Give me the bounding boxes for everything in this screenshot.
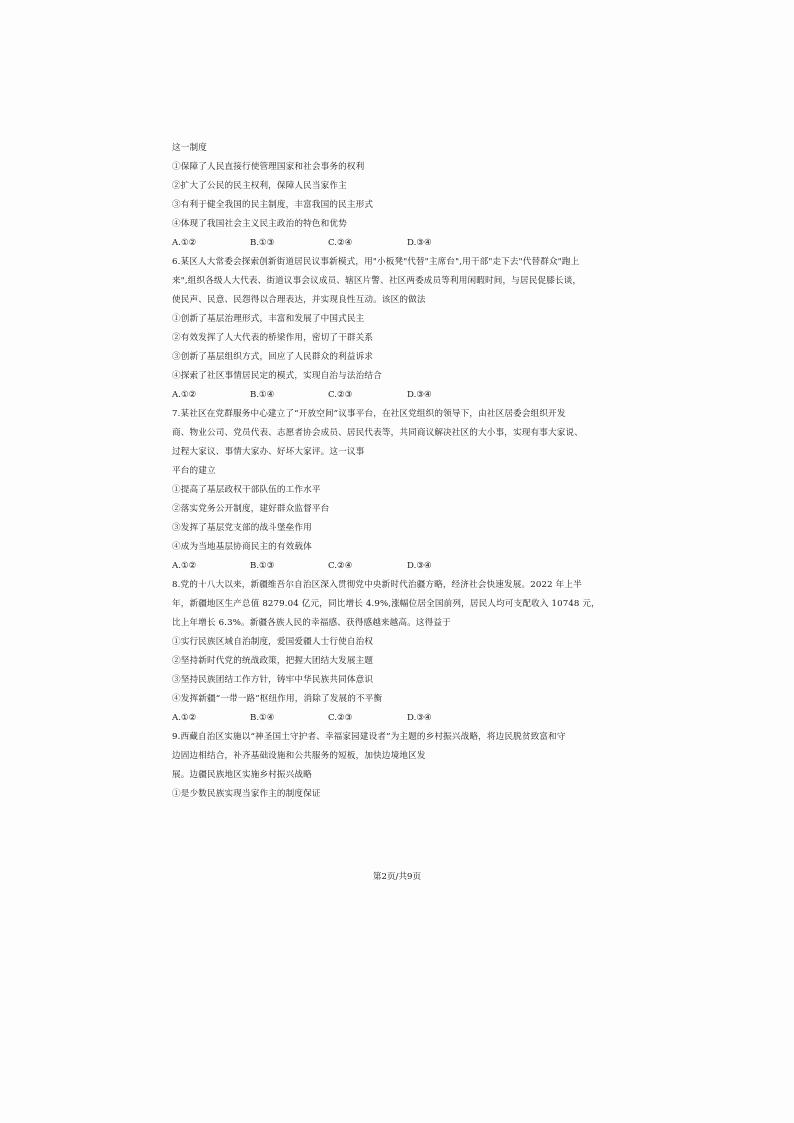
option-b: B.①④ <box>250 390 275 400</box>
text-line: ①提高了基层政权干部队伍的工作水平 <box>172 485 321 495</box>
option-b: B.①④ <box>250 713 275 723</box>
option-d: D.③④ <box>407 390 432 400</box>
text-line: ④探索了社区事情居民定的模式，实现自治与法治结合 <box>172 371 382 381</box>
text-line: ④体现了我国社会主义民主政治的特色和优势 <box>172 219 347 229</box>
text-line: 过程大家议、事情大家办、好坏大家评。这一议事 <box>172 447 365 457</box>
option-c: C.②③ <box>328 713 353 723</box>
text-line: ①创新了基层治理形式，丰富和发展了中国式民主 <box>172 314 365 324</box>
option-d: D.③④ <box>407 238 432 248</box>
text-line: ①是少数民族实现当家作主的制度保证 <box>172 789 321 799</box>
option-a: A.①② <box>172 561 197 571</box>
text-line: 比上年增长 6.3%。新疆各族人民的幸福感、获得感越来越高。这得益于 <box>172 618 451 628</box>
text-line: ③发挥了基层党支部的战斗堡垒作用 <box>172 523 312 533</box>
text-line: ①实行民族区域自治制度，爱国爱疆人士行使自治权 <box>172 637 374 647</box>
option-b: B.①③ <box>250 561 275 571</box>
text-line: 这一制度 <box>172 143 207 153</box>
text-line: ③有利于健全我国的民主制度，丰富我国的民主形式 <box>172 200 374 210</box>
text-line: ②扩大了公民的民主权利，保障人民当家作主 <box>172 181 347 191</box>
question-6: 6.某区人大常委会探索创新街道居民议事新模式，用"小板凳"代替"主席台",用干部"走下去"代替群众"跑上 <box>172 257 580 267</box>
option-c: C.②④ <box>328 238 353 248</box>
text-line: ②坚持新时代党的统战政策，把握大团结大发展主题 <box>172 656 374 666</box>
text-line: 平台的建立 <box>172 466 216 476</box>
option-a: A.①② <box>172 713 197 723</box>
option-d: D.③④ <box>407 713 432 723</box>
question-8: 8.党的十八大以来，新疆维吾尔自治区深入贯彻党中央新时代治疆方略，经济社会快速发展。2022 年上半 <box>172 580 582 590</box>
option-c: C.②③ <box>328 390 353 400</box>
text-line: 商、物业公司、党员代表、志愿者协会成员、居民代表等，共同商议解决社区的大小事，实现有事大家说、 <box>172 428 583 438</box>
text-line: 使民声、民意、民怨得以合理表达，并实现良性互动。该区的做法 <box>172 295 426 305</box>
option-d: D.③④ <box>407 561 432 571</box>
text-line: ④成为当地基层协商民主的有效载体 <box>172 542 312 552</box>
question-9: 9.西藏自治区实施以“神圣国土守护者、幸福家园建设者”为主题的乡村振兴战略，将边民脱贫致富和守 <box>172 732 566 742</box>
question-7: 7.某社区在党群服务中心建立了“开放空间”议事平台，在社区党组织的领导下，由社区居委会组织开发 <box>172 409 566 419</box>
option-a: A.①② <box>172 238 197 248</box>
option-a: A.①② <box>172 390 197 400</box>
text-line: 边固边相结合，补齐基础设施和公共服务的短板，加快边境地区发 <box>172 751 426 761</box>
option-c: C.②④ <box>328 561 353 571</box>
text-line: ④发挥新疆“一带一路”枢纽作用，消除了发展的不平衡 <box>172 694 383 704</box>
text-line: ②落实党务公开制度，建好群众监督平台 <box>172 504 330 514</box>
text-line: 年，新疆地区生产总值 8279.04 亿元，同比增长 4.9%,涨幅位居全国前列，居民人均可支配收入 10748 元， <box>172 599 600 609</box>
text-line: ③坚持民族团结工作方针，铸牢中华民族共同体意识 <box>172 675 374 685</box>
text-line: ③创新了基层组织方式，回应了人民群众的利益诉求 <box>172 352 374 362</box>
text-line: ①保障了人民直接行使管理国家和社会事务的权利 <box>172 162 365 172</box>
page-footer: 第2页/共9页 <box>372 872 422 882</box>
text-line: 来",组织各级人大代表、街道议事会议成员、辖区片警、社区两委成员等利用闲暇时间，与居民促膝长谈， <box>172 276 582 286</box>
text-line: 展。边疆民族地区实施乡村振兴战略 <box>172 770 312 780</box>
text-line: ②有效发挥了人大代表的桥梁作用，密切了干群关系 <box>172 333 374 343</box>
option-b: B.①③ <box>250 238 275 248</box>
